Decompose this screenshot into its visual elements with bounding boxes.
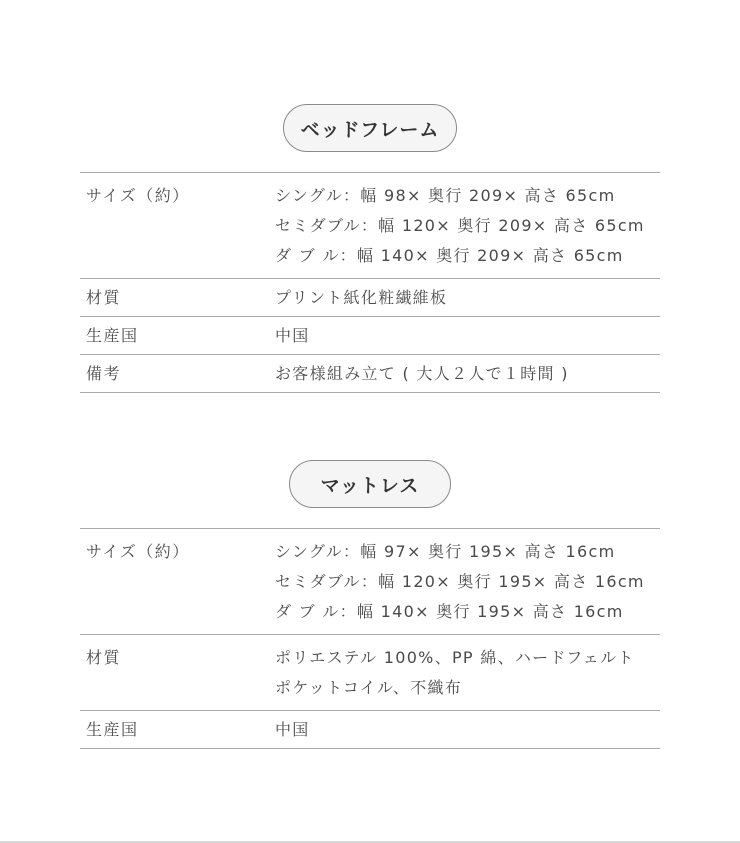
spec-value-line: ダ ブ ル：幅 140× 奥行 195× 高さ 16cm	[275, 602, 624, 621]
spec-value	[275, 537, 660, 627]
spec-value-line: 中国	[275, 326, 310, 345]
spec-value	[275, 181, 660, 271]
spec-label: 材質	[86, 648, 122, 667]
spec-value-line: シングル：幅 98× 奥行 209× 高さ 65cm	[275, 186, 616, 205]
spec-row-origin	[80, 711, 660, 749]
bed-frame-title: ベッドフレーム	[283, 104, 457, 152]
spec-value	[275, 363, 660, 385]
bed-frame-spec-table	[80, 172, 660, 393]
spec-label: 備考	[86, 364, 122, 383]
mattress-header	[80, 460, 660, 528]
spec-label: サイズ（約）	[86, 186, 190, 205]
spec-value	[275, 325, 660, 347]
spec-value-line: プリント紙化粧繊維板	[275, 288, 448, 307]
mattress-title: マットレス	[289, 460, 451, 508]
spec-row-size	[80, 173, 660, 279]
mattress-section	[80, 460, 660, 749]
spec-row-size	[80, 529, 660, 635]
spec-value	[275, 287, 660, 309]
spec-value-line: お客様組み立て ( 大人２人で１時間 )	[275, 364, 569, 383]
mattress-spec-table	[80, 528, 660, 749]
spec-value-line: セミダブル：幅 120× 奥行 209× 高さ 65cm	[275, 216, 645, 235]
spec-value-line: ダ ブ ル：幅 140× 奥行 209× 高さ 65cm	[275, 246, 624, 265]
spec-label: 生産国	[86, 326, 139, 345]
spec-value	[275, 643, 660, 703]
spec-value-line: シングル：幅 97× 奥行 195× 高さ 16cm	[275, 542, 616, 561]
spec-value-line: 中国	[275, 720, 310, 739]
spec-label: 生産国	[86, 720, 139, 739]
bed-frame-section	[80, 104, 660, 393]
spec-value-line: ポリエステル 100%、PP 綿、ハードフェルト	[275, 648, 635, 667]
spec-row-material	[80, 279, 660, 317]
spec-label: サイズ（約）	[86, 542, 190, 561]
spec-label: 材質	[86, 288, 122, 307]
spec-value-line: ポケットコイル、不織布	[275, 678, 463, 697]
spec-row-notes	[80, 355, 660, 393]
bed-frame-header	[80, 104, 660, 172]
spec-row-origin	[80, 317, 660, 355]
spec-row-material	[80, 635, 660, 711]
spec-value-line: セミダブル：幅 120× 奥行 195× 高さ 16cm	[275, 572, 645, 591]
spec-value	[275, 719, 660, 741]
